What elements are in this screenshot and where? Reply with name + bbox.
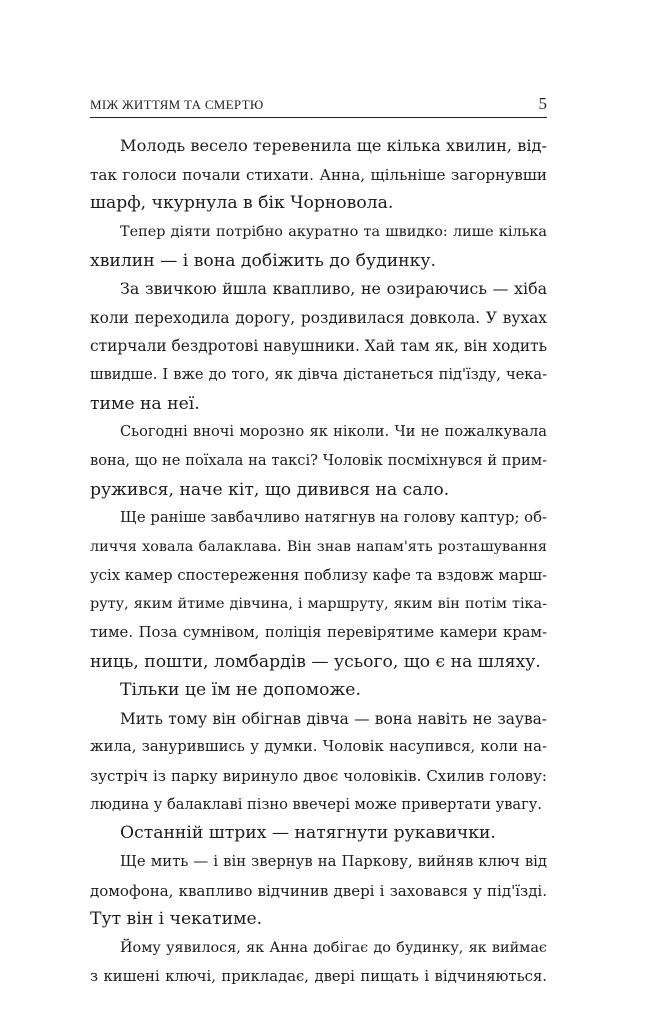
text-line: Молодь весело теревенила ще кілька хвилин, від- xyxy=(120,136,547,155)
text-line: з кишені ключі, прикладає, двері пищать і відчиняються. xyxy=(90,967,547,985)
text-line: За звичкою йшла квапливо, не озираючись — хіба xyxy=(120,279,547,299)
text-line: ниць, пошти, ломбардів — усього, що є на шляху. xyxy=(90,651,541,672)
text-line: Останній штрих — натягнути рукавички. xyxy=(120,823,496,844)
text-line: вона, що не поїхала на таксі? Чоловік посміхнувся й прим- xyxy=(90,452,547,470)
text-line: домофона, квапливо відчинив двері і заховався у під'їзді. xyxy=(90,881,547,900)
text-line: людина у балаклаві пізно ввечері може привертати увагу. xyxy=(90,795,542,813)
text-line: Тепер діяти потрібно акуратно та швидко: лише кілька xyxy=(120,223,547,240)
text-line: тиме. Поза сумнівом, поліція перевірятиме камери крам- xyxy=(90,623,547,641)
text-line: Сьогодні вночі морозно як ніколи. Чи не пожалкувала xyxy=(120,423,547,441)
text-line: зустріч із парку виринуло двоє чоловіків. Схилив голову: xyxy=(90,767,547,786)
text-line: шарф, чкурнула в бік Чорновола. xyxy=(90,193,394,214)
text-line: Тільки це їм не допоможе. xyxy=(120,680,361,701)
text-line: усіх камер спостереження поблизу кафе та вздовж марш- xyxy=(90,566,547,584)
text-line: хвилин — і вона добіжить до будинку. xyxy=(90,250,436,271)
text-line: жила, занурившись у думки. Чоловік насупився, коли на- xyxy=(90,738,547,756)
text-line: швидше. І вже до того, як дівча дістанеться під'їзду, чека- xyxy=(90,366,547,384)
text-line: Ще мить — і він звернув на Паркову, вийняв ключ від xyxy=(120,853,547,871)
body-text xyxy=(90,132,547,991)
text-line: Тут він і чекатиме. xyxy=(90,909,263,930)
text-line: личчя ховала балаклава. Він знав напам'ять розташування xyxy=(90,538,547,555)
text-line: Мить тому він обігнав дівча — вона навіть не заува- xyxy=(120,709,547,728)
text-line: так голоси почали стихати. Анна, щільніше загорнувши xyxy=(90,165,547,184)
running-title: МІЖ ЖИТТЯМ ТА СМЕРТЮ xyxy=(90,97,264,112)
text-line: ружився, наче кіт, що дивився на сало. xyxy=(90,479,450,500)
text-line: Ще раніше завбачливо натягнув на голову каптур; об- xyxy=(120,509,547,527)
text-line: стирчали бездротові навушники. Хай там як, він ходить xyxy=(90,337,548,356)
text-line: руту, яким йтиме дівчина, і маршруту, яким він потім тіка- xyxy=(90,596,547,613)
text-line: тиме на неї. xyxy=(90,393,200,414)
running-head xyxy=(90,95,547,118)
page-number: 5 xyxy=(538,94,547,113)
text-line: коли переходила дорогу, роздивилася довкола. У вухах xyxy=(90,308,547,327)
text-line: Йому уявилося, як Анна добігає до будинку, як виймає xyxy=(120,939,547,956)
